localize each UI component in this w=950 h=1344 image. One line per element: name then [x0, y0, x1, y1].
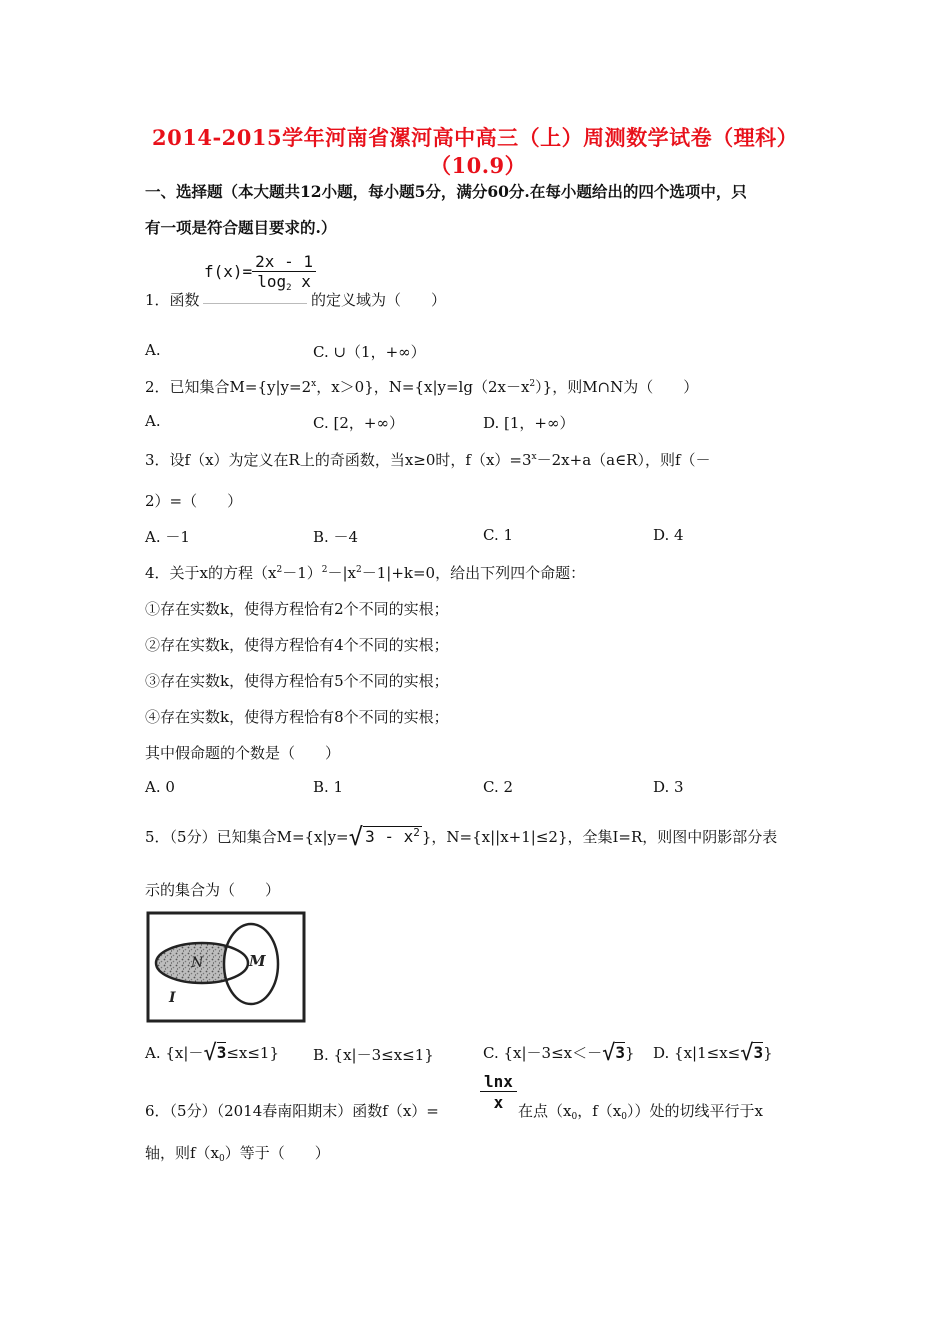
q5-option-c-sqrt [602, 1041, 625, 1066]
q5-radicand-sup: 2 [413, 826, 420, 839]
q4-stem-c: －|x [327, 564, 356, 582]
q1-formula-fraction [252, 252, 316, 291]
q2-option-c: C. [2，+∞） [313, 414, 404, 432]
q5-option-d-radicand: 3 [753, 1043, 764, 1062]
q6-fraction-numerator: lnx [480, 1072, 517, 1092]
q3-option-a: A. －1 [145, 528, 190, 546]
q1-option-a: A. [145, 341, 161, 359]
q2-sup1: x [311, 379, 317, 389]
q5-option-c-text2: } [625, 1044, 635, 1062]
q6-line2-sub: 0 [219, 1154, 225, 1164]
q5-option-d-text1: D. {x|1≤x≤ [653, 1044, 741, 1062]
venn-label-m: M [249, 952, 266, 970]
q1-underline [203, 303, 307, 304]
q4-proposition-4: ④存在实数k，使得方程恰有8个不同的实根； [145, 708, 449, 726]
q1-log-base: 2 [286, 283, 292, 293]
q4-proposition-2: ②存在实数k，使得方程恰有4个不同的实根； [145, 636, 449, 654]
venn-label-i: I [169, 990, 176, 1006]
q3-stem-a: 3．设f（x）为定义在R上的奇函数，当x≥0时，f（x）=3 [145, 451, 532, 469]
q5-option-a-radicand: 3 [216, 1043, 227, 1062]
q3-option-c: C. 1 [483, 526, 514, 544]
q3-stem-line2: 2）=（ ） [145, 492, 243, 510]
q5-option-c-radical-icon: √ [602, 1041, 616, 1066]
q5-sqrt [349, 823, 422, 851]
q1-option-c: C. ∪（1，+∞） [313, 343, 426, 361]
q5-option-a-text2: ≤x≤1} [226, 1044, 280, 1062]
q5-option-d [653, 1041, 773, 1066]
q2-stem-c: ）}，则M∩N为（ ） [535, 378, 699, 396]
doc-title-line1: 2014-2015学年河南省漯河高中高三（上）周测数学试卷（理科） [152, 125, 799, 150]
q4-sup3: 2 [356, 565, 362, 575]
q3-sup: x [531, 452, 537, 462]
q4-option-c: C. 2 [483, 778, 514, 796]
q1-log-var: x [301, 272, 311, 291]
q6-line2-a: 轴，则f（x [145, 1144, 220, 1162]
q4-proposition-1: ①存在实数k，使得方程恰有2个不同的实根； [145, 600, 449, 618]
q5-option-d-text2: } [763, 1044, 773, 1062]
q2-stem-b: ，x＞0}，N={x|y=lg（2x－x [316, 378, 530, 396]
q5-options-row [145, 1041, 279, 1066]
q3-stem [145, 449, 711, 470]
q5-option-d-sqrt [740, 1041, 764, 1066]
q2-option-d: D. [1，+∞） [483, 414, 575, 432]
q6-stem-a: 6．（5分）（2014春南阳期末）函数f（x）= [145, 1102, 439, 1120]
q5-option-a [145, 1041, 280, 1066]
q4-sup1: 2 [276, 565, 283, 575]
q4-ask: 其中假命题的个数是（ ） [145, 744, 341, 762]
q3-option-d: D. 4 [653, 526, 684, 544]
venn-label-n: N [191, 955, 204, 971]
q5-stem-a: 5．（5分）已知集合M={x|y= [145, 828, 349, 846]
q6-fraction [480, 1072, 517, 1112]
q2-stem [145, 376, 698, 397]
q4-stem-d: －1|+k=0，给出下列四个命题： [361, 564, 586, 582]
q4-stem [145, 562, 585, 583]
section-header-line1: 一、选择题（本大题共12小题，每小题5分，满分60分.在每小题给出的四个选项中，只 [145, 182, 747, 201]
q5-venn-diagram [145, 910, 307, 1024]
q6-stem-rest [518, 1100, 763, 1121]
q4-option-a: A. 0 [145, 778, 175, 796]
q4-stem-b: －1） [282, 564, 322, 582]
q6-line2-b: ）等于（ ） [224, 1144, 330, 1162]
q5-option-d-radical-icon: √ [740, 1041, 754, 1066]
q5-option-a-radical-icon: √ [203, 1041, 217, 1066]
q5-option-a-text1: A. {x|－ [145, 1044, 204, 1062]
q5-radical-icon: √ [348, 823, 364, 851]
q5-option-a-sqrt [203, 1041, 227, 1066]
q5-option-c-text1: C. {x|－3≤x＜－ [483, 1044, 603, 1062]
q5-stem-b: }，N={x||x+1|≤2}，全集I=R，则图中阴影部分表 [421, 828, 778, 846]
q4-option-b: B. 1 [313, 778, 344, 796]
q5-stem-line2: 示的集合为（ ） [145, 881, 281, 899]
q6-fraction-denominator: x [493, 1093, 504, 1112]
q2-sup2: 2 [529, 379, 536, 389]
q1-log: log [257, 272, 287, 291]
q6-sub1: 0 [571, 1112, 578, 1122]
q5-radicand-text: 3 - x [365, 827, 414, 846]
q5-option-c [483, 1041, 635, 1066]
q5-option-b: B. {x|－3≤x≤1} [313, 1046, 434, 1064]
q4-option-d: D. 3 [653, 778, 684, 796]
q1-prefix: 1．函数 [145, 291, 200, 309]
section-header-line2: 有一项是符合题目要求的.） [145, 218, 337, 237]
q1-formula-denominator [252, 272, 316, 291]
q2-stem-a: 2．已知集合M={y|y=2 [145, 378, 312, 396]
q1-formula-numerator: 2x - 1 [252, 252, 316, 272]
q2-option-a: A. [145, 412, 161, 430]
q6-stem-d: ））处的切线平行于x [626, 1102, 763, 1120]
q6-stem-c: ，f（x [577, 1102, 622, 1120]
q1-suffix: 的定义域为（ ） [311, 291, 447, 309]
q4-proposition-3: ③存在实数k，使得方程恰有5个不同的实根； [145, 672, 449, 690]
q4-sup2: 2 [321, 565, 328, 575]
q5-stem [145, 823, 777, 851]
doc-title-line2: （10.9） [430, 153, 527, 178]
q6-stem-b: 在点（x [518, 1102, 572, 1120]
q1-formula-lhs: f(x)= [204, 262, 253, 281]
q3-option-b: B. －4 [313, 528, 359, 546]
q3-stem-b: －2x+a（a∈R），则f（－ [536, 451, 711, 469]
q5-radicand [363, 826, 422, 846]
q6-stem-line2 [145, 1142, 330, 1163]
q1-formula [204, 252, 316, 291]
q4-stem-a: 4．关于x的方程（x [145, 564, 277, 582]
q6-sub2: 0 [621, 1112, 627, 1122]
q5-option-c-radicand: 3 [615, 1043, 625, 1062]
